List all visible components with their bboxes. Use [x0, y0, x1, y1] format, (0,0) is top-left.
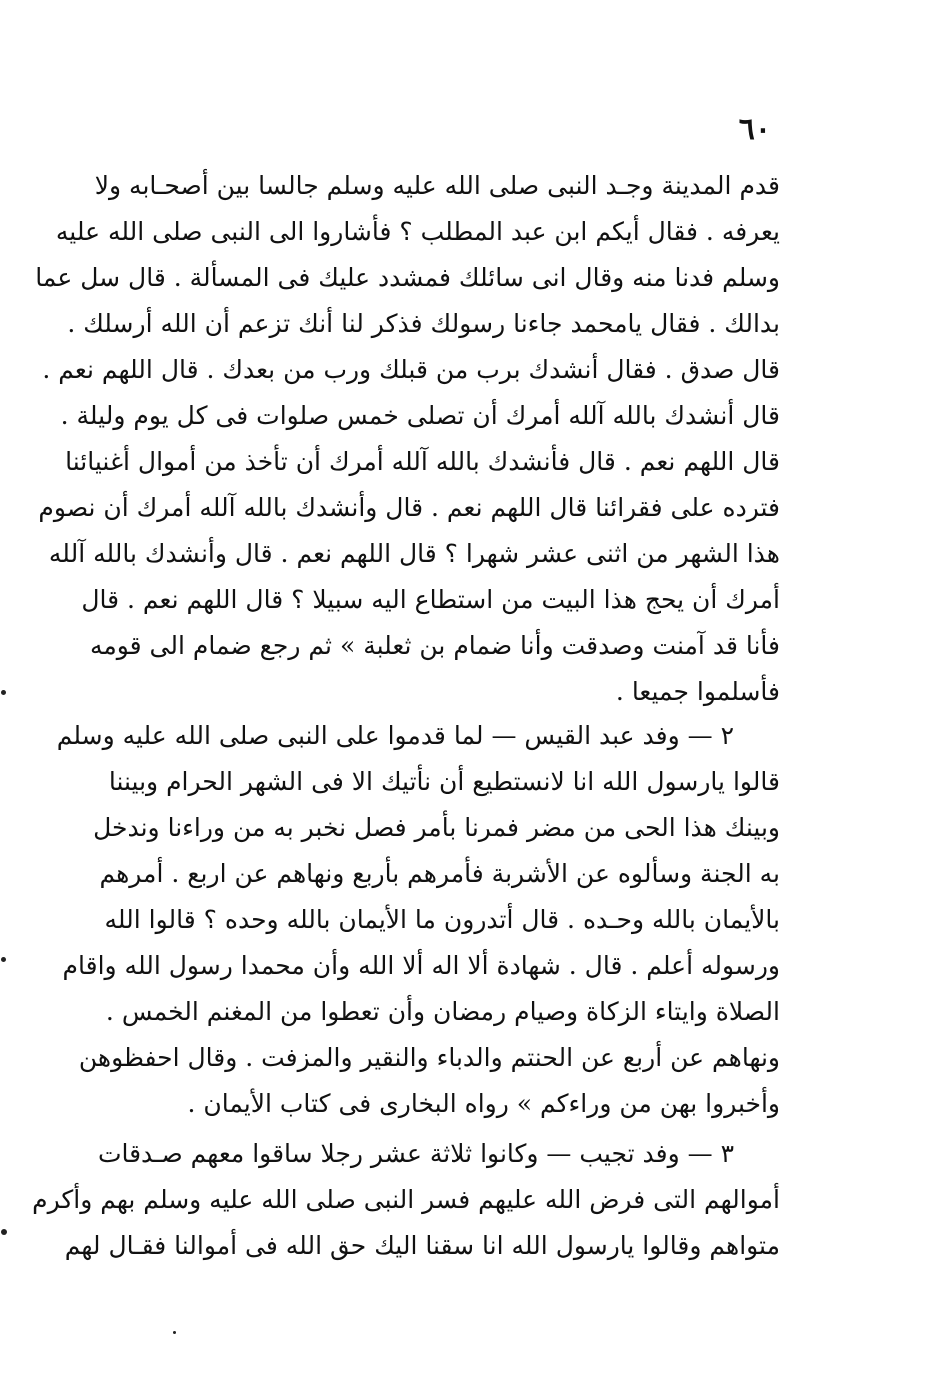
- paragraph-2: [56, 713, 780, 1127]
- text-line: ورسوله أعلم . قال . شهادة ألا اله ألا الله وأن محمدا رسول الله واقام: [62, 951, 780, 980]
- text-line: أمرك أن يحج هذا البيت من استطاع اليه سبيلا ؟ قال اللهم نعم . قال: [81, 585, 780, 614]
- text-line: ٣ — وفد تجيب — وكانوا ثلاثة عشر رجلا ساقوا معهم صـدقات: [97, 1139, 734, 1168]
- scan-mark: [1, 957, 6, 962]
- text-line: قالوا يارسول الله انا لانستطيع أن نأتيك الا فى الشهر الحرام وبيننا: [108, 767, 780, 796]
- scan-mark: [173, 1331, 176, 1334]
- text-line: وأخبروا بهن من وراءكم » رواه البخارى فى كتاب الأيمان .: [187, 1089, 780, 1118]
- text-line: الصلاة وايتاء الزكاة وصيام رمضان وأن تعطوا من المغنم الخمس .: [105, 997, 780, 1026]
- scan-mark: [1, 1229, 7, 1235]
- text-line: قال اللهم نعم . قال فأنشدك بالله آلله أمرك أن تأخذ من أموال أغنيائنا: [65, 447, 780, 476]
- text-line: قال أنشدك بالله آلله أمرك أن تصلى خمس صلوات فى كل يوم وليلة .: [60, 401, 780, 430]
- paragraph-3: [32, 1131, 780, 1269]
- scan-mark: [1, 690, 6, 695]
- text-line: أموالهم التى فرض الله عليهم فسر النبى صلى الله عليه وسلم بهم وأكرم: [32, 1185, 780, 1214]
- text-line: فأنا قد آمنت وصدقت وأنا ضمام بن ثعلبة » ثم رجع ضمام الى قومه: [89, 631, 780, 660]
- text-line: متواهم وقالوا يارسول الله انا سقنا اليك حق الله فى أموالنا فقـال لهم: [64, 1231, 780, 1260]
- paragraph-1: [35, 163, 780, 715]
- text-line: بالأيمان بالله وحـده . قال أتدرون ما الأيمان بالله وحده ؟ قالوا الله: [104, 905, 780, 934]
- text-line: قدم المدينة وجـد النبى صلى الله عليه وسلم جالسا بين أصحـابه ولا: [94, 171, 780, 200]
- text-line: وبينك هذا الحى من مضر فمرنا بأمر فصل نخبر به من وراءنا وندخل: [93, 813, 780, 842]
- text-line: ونهاهم عن أربع عن الحنتم والدباء والنقير والمزفت . وقال احفظوهن: [78, 1043, 780, 1072]
- text-line: ٢ — وفد عبد القيس — لما قدموا على النبى صلى الله عليه وسلم: [56, 721, 734, 750]
- text-line: يعرفه . فقال أيكم ابن عبد المطلب ؟ فأشاروا الى النبى صلى الله عليه: [55, 217, 780, 246]
- text-line: وسلم فدنا منه وقال انى سائلك فمشدد عليك فى المسألة . قال سل عما: [35, 263, 780, 292]
- text-line: هذا الشهر من اثنى عشر شهرا ؟ قال اللهم نعم . قال وأنشدك بالله آلله: [48, 539, 780, 568]
- text-line: به الجنة وسألوه عن الأشربة فأمرهم بأربع ونهاهم عن اربع . أمرهم: [99, 859, 780, 888]
- text-line: قال صدق . فقال أنشدك برب من قبلك ورب من بعدك . قال اللهم نعم .: [42, 355, 780, 384]
- text-line: فأسلموا جميعا .: [615, 677, 780, 706]
- text-line: فترده على فقرائنا قال اللهم نعم . قال وأنشدك بالله آلله أمرك أن نصوم: [38, 493, 780, 522]
- page-number: ٦٠: [738, 112, 771, 147]
- text-line: بدالك . فقال يامحمد جاءنا رسولك فذكر لنا أنك تزعم أن الله أرسلك .: [67, 309, 780, 338]
